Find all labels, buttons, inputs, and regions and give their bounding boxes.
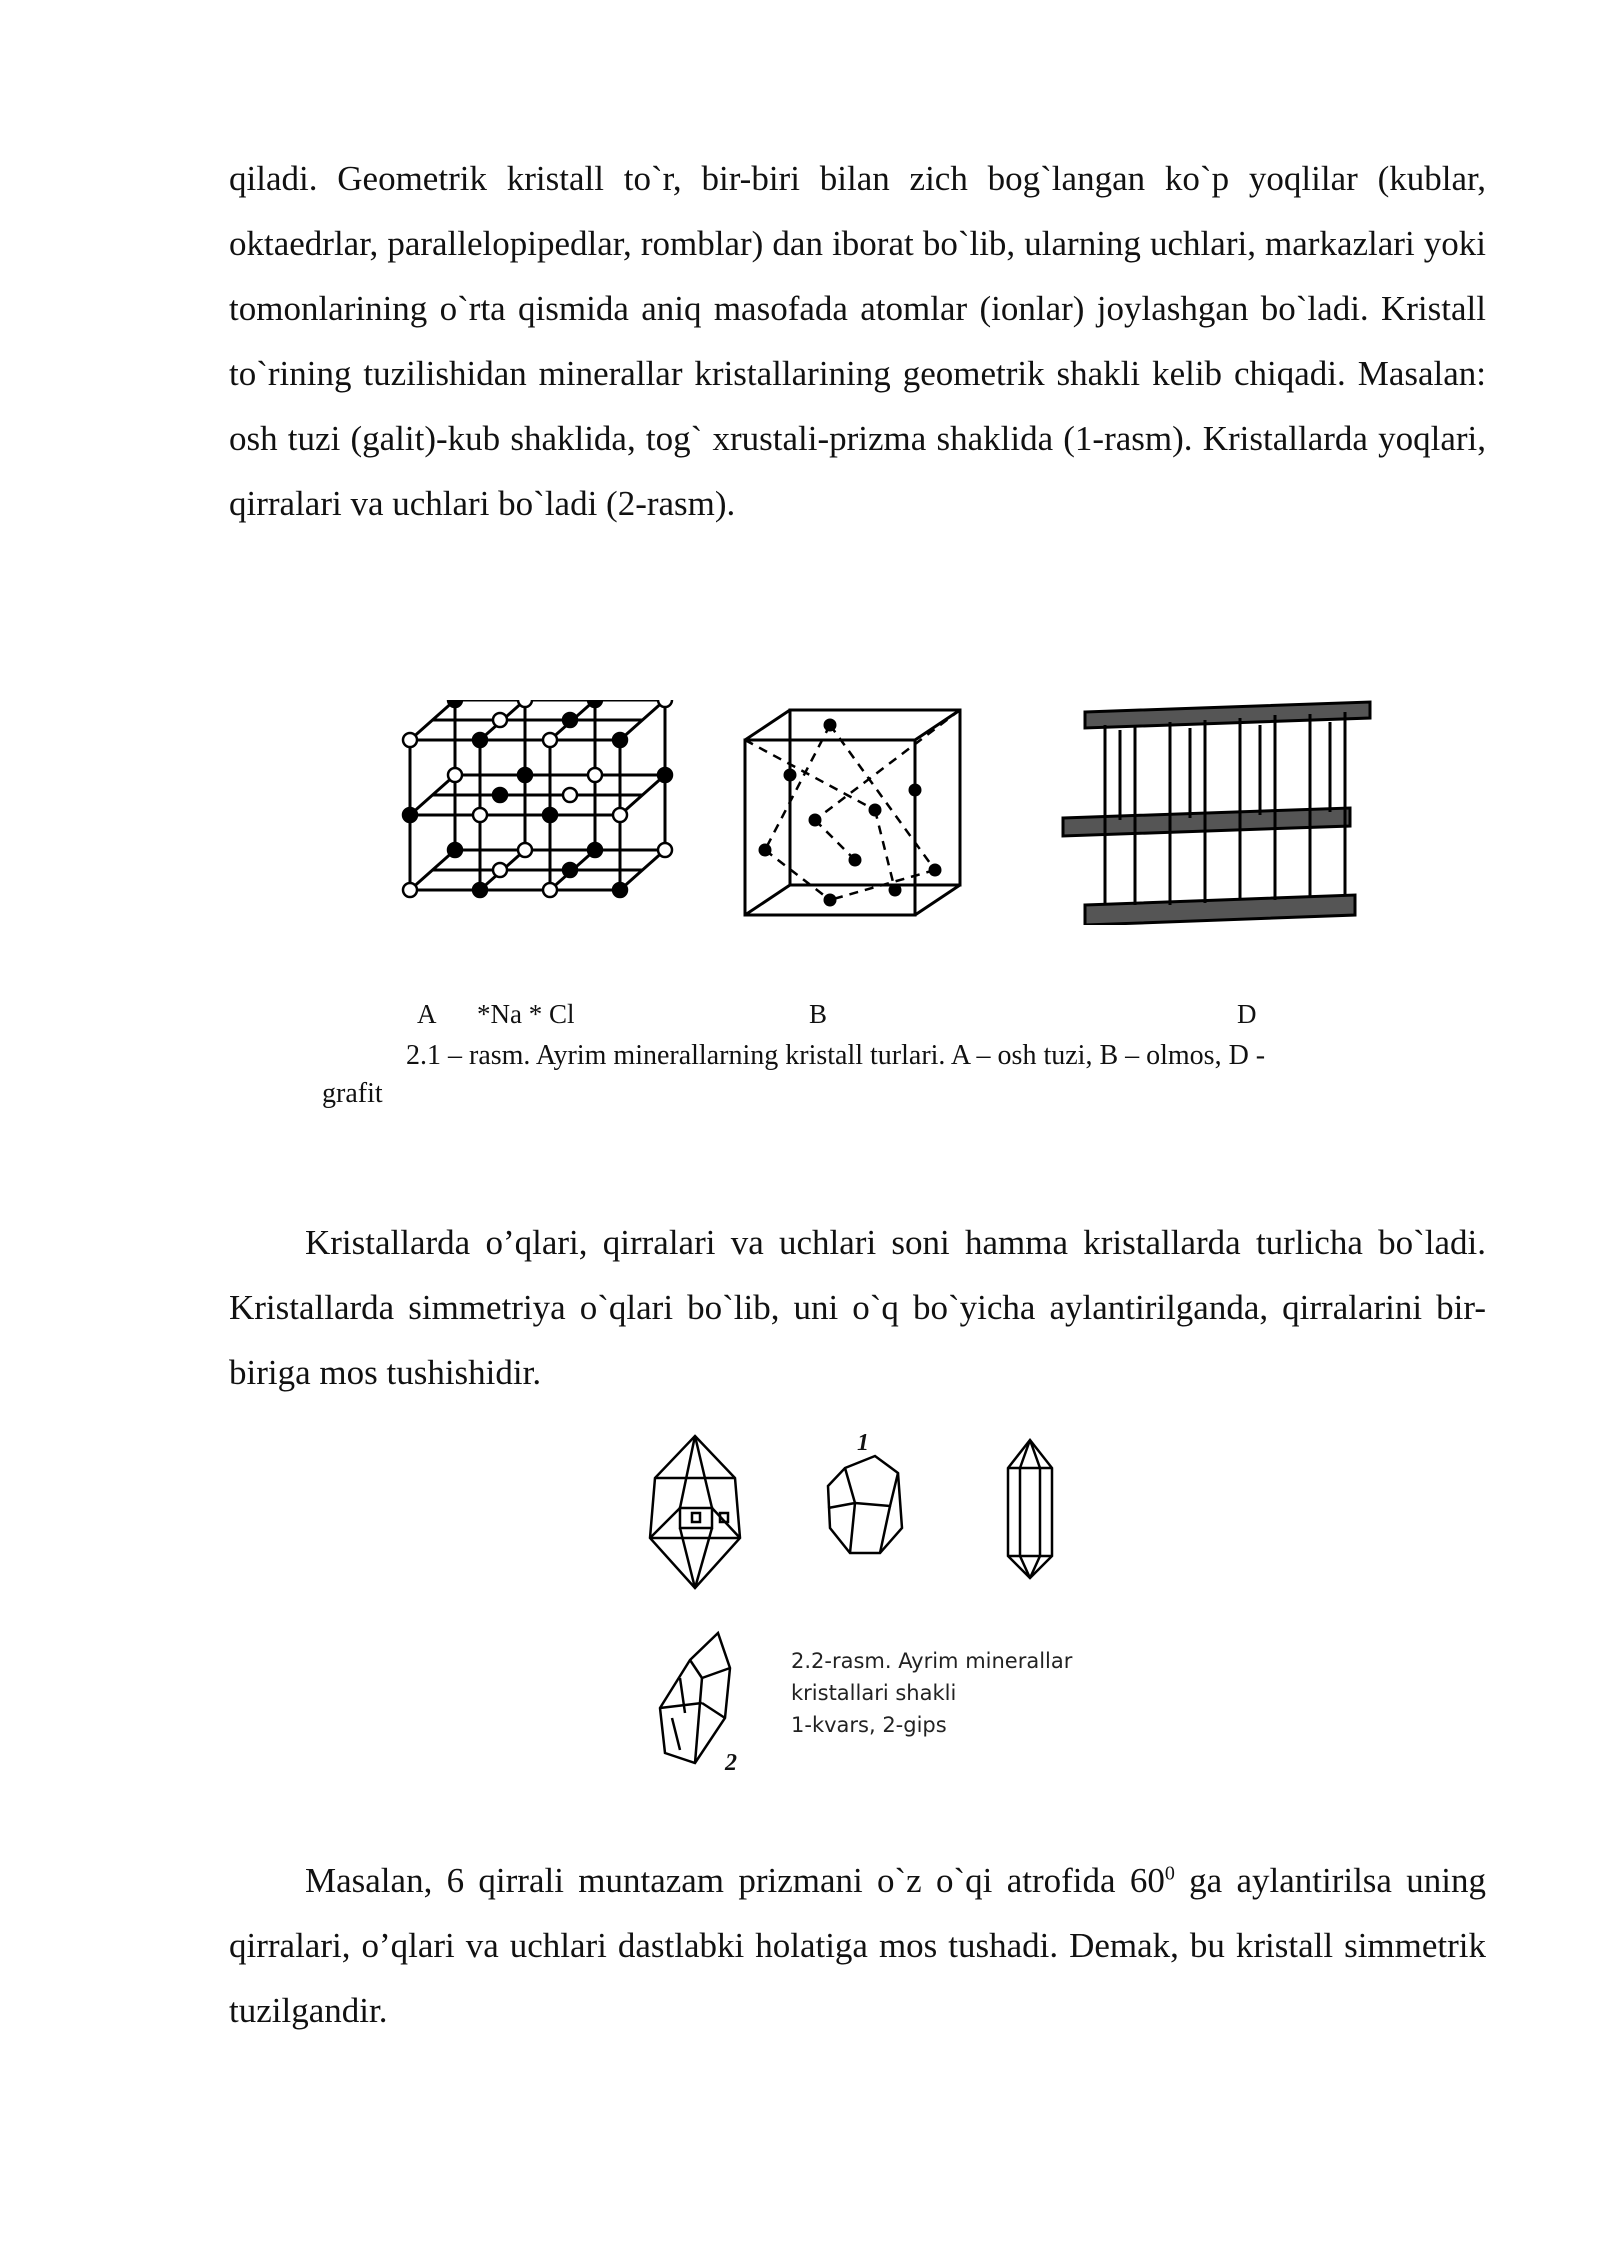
diamond-lattice-diagram <box>745 710 960 915</box>
degree-superscript: 0 <box>1164 1862 1175 1885</box>
paragraph-example-start: Masalan, 6 qirrali muntazam prizmani o`z o`qi atrofida 60 <box>305 1861 1165 1900</box>
figure2-number-1: 1 <box>857 1430 869 1456</box>
figure1-labels <box>417 999 1317 1039</box>
figure1-caption-continued: grafit <box>322 1078 383 1109</box>
paragraph-symmetry: Kristallarda o’qlari, qirralari va uchlari soni hamma kristallarda turlicha bo`ladi. Kristallarda simmetriya o`qlari bo`lib, uni o`q bo`yicha aylantirilganda, qirralarini bir-biriga mos tushishidir. <box>229 1223 1486 1392</box>
paragraph-example <box>229 1848 1486 2043</box>
nacl-lattice-diagram <box>410 700 665 890</box>
figure2-caption-line1: 2.2-rasm. Ayrim minerallar <box>791 1649 1073 1673</box>
figure2-caption <box>791 1645 1072 1741</box>
label-d: D <box>1237 999 1257 1029</box>
bipyramid-crystal-drawing <box>650 1436 740 1588</box>
label-na-cl-legend: *Na * Cl <box>477 999 575 1029</box>
graphite-layer-bottom <box>1085 895 1355 925</box>
graphite-layer-top <box>1085 702 1370 728</box>
gypsum-crystal-drawing <box>660 1633 730 1763</box>
quartz-prism-drawing <box>1008 1440 1052 1578</box>
paragraph-example-end: ga aylantirilsa uning qirralari, o’qlari va uchlari dastlabki holatiga mos tushadi. Demak, bu kristall simmetrik tuzilgandir. <box>229 1861 1486 2030</box>
figure2-caption-line3: 1-kvars, 2-gips <box>791 1713 947 1737</box>
rounded-crystal-drawing <box>828 1456 902 1553</box>
figure2-number-2: 2 <box>725 1750 737 1776</box>
label-a: A <box>417 999 437 1029</box>
graphite-lattice-diagram <box>1063 702 1370 925</box>
crystal-lattice-figure <box>395 700 1385 925</box>
figure2-caption-line2: kristallari shakli <box>791 1681 957 1705</box>
figure1-caption: 2.1 – rasm. Ayrim minerallarning kristall turlari. A – osh tuzi, B – olmos, D - <box>406 1040 1266 1071</box>
paragraph-intro: qiladi. Geometrik kristall to`r, bir-biri bilan zich bog`langan ko`p yoqlilar (kublar, oktaedrlar, parallelopipedlar, romblar) dan iborat bo`lib, ularning uchlari, markazlari yoki tomonlarining o`rta qismida aniq masofada atomlar (ionlar) joylashgan bo`ladi. Kristall to`rining tuzilishidan minerallar kristallarining geometrik shakli kelib chiqadi. Masalan: osh tuzi (galit)-kub shaklida, tog` xrustali-prizma shaklida (1-rasm). Kristallarda yoqlari, qirralari va uchlari bo`ladi (2-rasm). <box>229 159 1486 523</box>
label-b: B <box>809 999 828 1029</box>
